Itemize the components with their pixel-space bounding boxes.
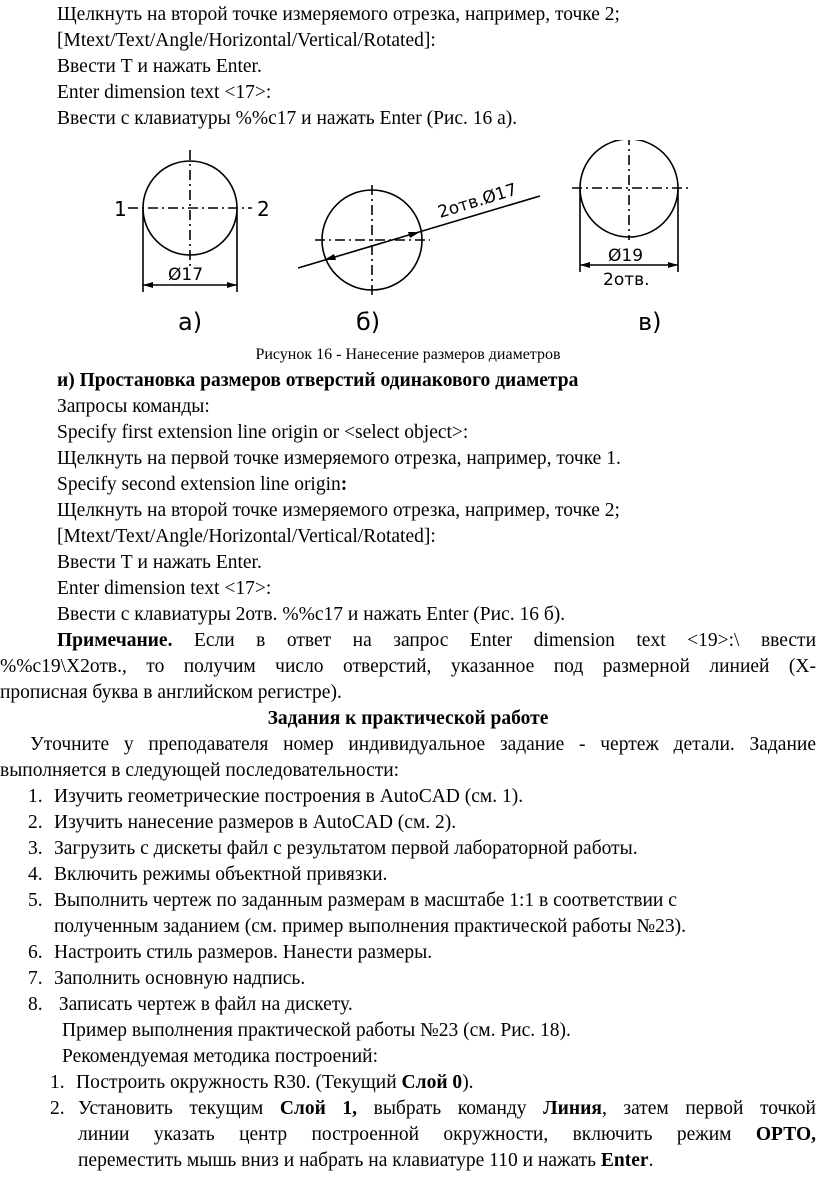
step-number: 2.: [50, 1098, 65, 1119]
list-text: Включить режимы объектной привязки.: [54, 864, 388, 885]
list-number: 3.: [28, 838, 43, 859]
method-line: Рекомендуемая методика построений:: [62, 1046, 379, 1067]
text-span: Specify second extension line origin: [57, 474, 341, 495]
text-line: Запросы команды:: [57, 396, 210, 417]
text-line: [Mtext/Text/Angle/Horizontal/Vertical/Rotated]:: [57, 30, 436, 51]
list-item: [28, 940, 432, 966]
list-item: [28, 888, 677, 914]
text-line: Щелкнуть на второй точке измеряемого отрезка, например, точке 2;: [57, 500, 620, 521]
list-text: Загрузить с дискеты файл с результатом первой лабораторной работы.: [54, 838, 638, 859]
list-item: [28, 862, 387, 888]
step-bold: Слой 0: [401, 1072, 463, 1093]
list-item: [28, 784, 523, 810]
text-line: Ввести Т и нажать Enter.: [57, 552, 262, 573]
dim-text-c-top: Ø19: [608, 246, 644, 266]
step-2-line-3: [78, 1148, 653, 1174]
list-number: 2.: [28, 812, 43, 833]
list-item-continued: [28, 914, 686, 940]
step-2-line-2: [0, 1122, 816, 1148]
step-bold: Слой 1,: [279, 1098, 358, 1119]
note-text: Если в ответ на запрос Enter dimension text <19>:\ ввести: [193, 630, 816, 651]
text-line: Ввести с клавиатуры %%c17 и нажать Enter (Рис. 16 а).: [57, 108, 518, 129]
text-line: Enter dimension text <17>:: [57, 82, 272, 103]
list-text: Изучить геометрические построения в AutoCAD (см. 1).: [54, 786, 524, 807]
note-line-1: [0, 628, 816, 654]
step-text: выбрать команду: [357, 1098, 544, 1119]
note-label: Примечание.: [57, 630, 173, 651]
step-2-line-1: [0, 1096, 816, 1122]
dim-text-c-bottom: 2отв.: [603, 270, 650, 290]
figure-label-a: а): [178, 308, 203, 336]
text-line: [57, 472, 347, 498]
dim-text-a: Ø17: [168, 265, 204, 285]
list-number: 4.: [28, 864, 43, 885]
list-number: 7.: [28, 968, 43, 989]
list-item: [28, 810, 456, 836]
step-text: Установить текущим: [78, 1098, 280, 1119]
list-number: 5.: [28, 890, 43, 911]
figure-caption: Рисунок 16 - Нанесение размеров диаметров: [255, 346, 561, 363]
list-text: Выполнить чертеж по заданным размерам в масштабе 1:1 в соответствии с: [54, 890, 677, 911]
figure-label-c: в): [638, 308, 662, 336]
tasks-heading: Задания к практической работе: [267, 708, 549, 729]
dim-text-b: 2отв.Ø17: [435, 179, 520, 223]
text-line: Щелкнуть на первой точке измеряемого отрезка, например, точке 1.: [57, 448, 621, 469]
intro-line-1: Уточните у преподавателя номер индивидуальное задание - чертеж детали. Задание: [30, 734, 816, 755]
list-text: Заполнить основную надпись.: [54, 968, 306, 989]
list-text: Настроить стиль размеров. Нанести размеры.: [54, 942, 433, 963]
text-line: Ввести с клавиатуры 2отв. %%c17 и нажать Enter (Рис. 16 б).: [57, 604, 566, 625]
text-line: Ввести Т и нажать Enter.: [57, 56, 262, 77]
step-text: линии указать центр построенной окружности, включить режим: [78, 1124, 756, 1145]
step-text: .: [648, 1150, 654, 1171]
step-bold: ОРТО,: [755, 1124, 816, 1145]
example-line: Пример выполнения практической работы №23 (см. Рис. 18).: [62, 1020, 571, 1041]
point-label-1: 1: [114, 197, 127, 221]
list-text: Изучить нанесение размеров в AutoCAD (см. 2).: [54, 812, 457, 833]
step-text: , затем первой точкой: [601, 1098, 816, 1119]
step-number: 1.: [50, 1072, 65, 1093]
intro-line-2: выполняется в следующей последовательности:: [0, 760, 400, 781]
step-bold: Enter: [600, 1150, 649, 1171]
text-line: Enter dimension text <17>:: [57, 578, 272, 599]
list-text: полученным заданием (см. пример выполнения практической работы №23).: [54, 916, 686, 937]
note-line-3: прописная буква в английском регистре).: [0, 682, 342, 703]
text-line: [Mtext/Text/Angle/Horizontal/Vertical/Rotated]:: [57, 526, 436, 547]
list-text: Записать чертеж в файл на дискету.: [54, 994, 353, 1015]
step-text: переместить мышь вниз и набрать на клавиатуре 110 и нажать: [78, 1150, 601, 1171]
list-number: 8.: [28, 994, 43, 1015]
list-number: 6.: [28, 942, 43, 963]
step-text: ).: [462, 1072, 474, 1093]
list-number: 1.: [28, 786, 43, 807]
note-line-2: %%c19\X2отв., то получим число отверстий, указанное под размерной линией (Х-: [0, 656, 816, 677]
step-1: [50, 1070, 474, 1096]
section-heading: и) Простановка размеров отверстий одинакового диаметра: [57, 370, 579, 391]
bold-colon: :: [340, 474, 348, 495]
step-bold: Линия: [543, 1098, 602, 1119]
text-line: Щелкнуть на второй точке измеряемого отрезка, например, точке 2;: [57, 4, 620, 25]
figure-label-b: б): [356, 308, 381, 336]
list-item: [28, 992, 353, 1018]
step-text: Построить окружность R30. (Текущий: [76, 1072, 402, 1093]
text-line: Specify first extension line origin or <select object>:: [57, 422, 469, 443]
list-item: [28, 836, 638, 862]
point-label-2: 2: [257, 197, 270, 221]
list-item: [28, 966, 305, 992]
